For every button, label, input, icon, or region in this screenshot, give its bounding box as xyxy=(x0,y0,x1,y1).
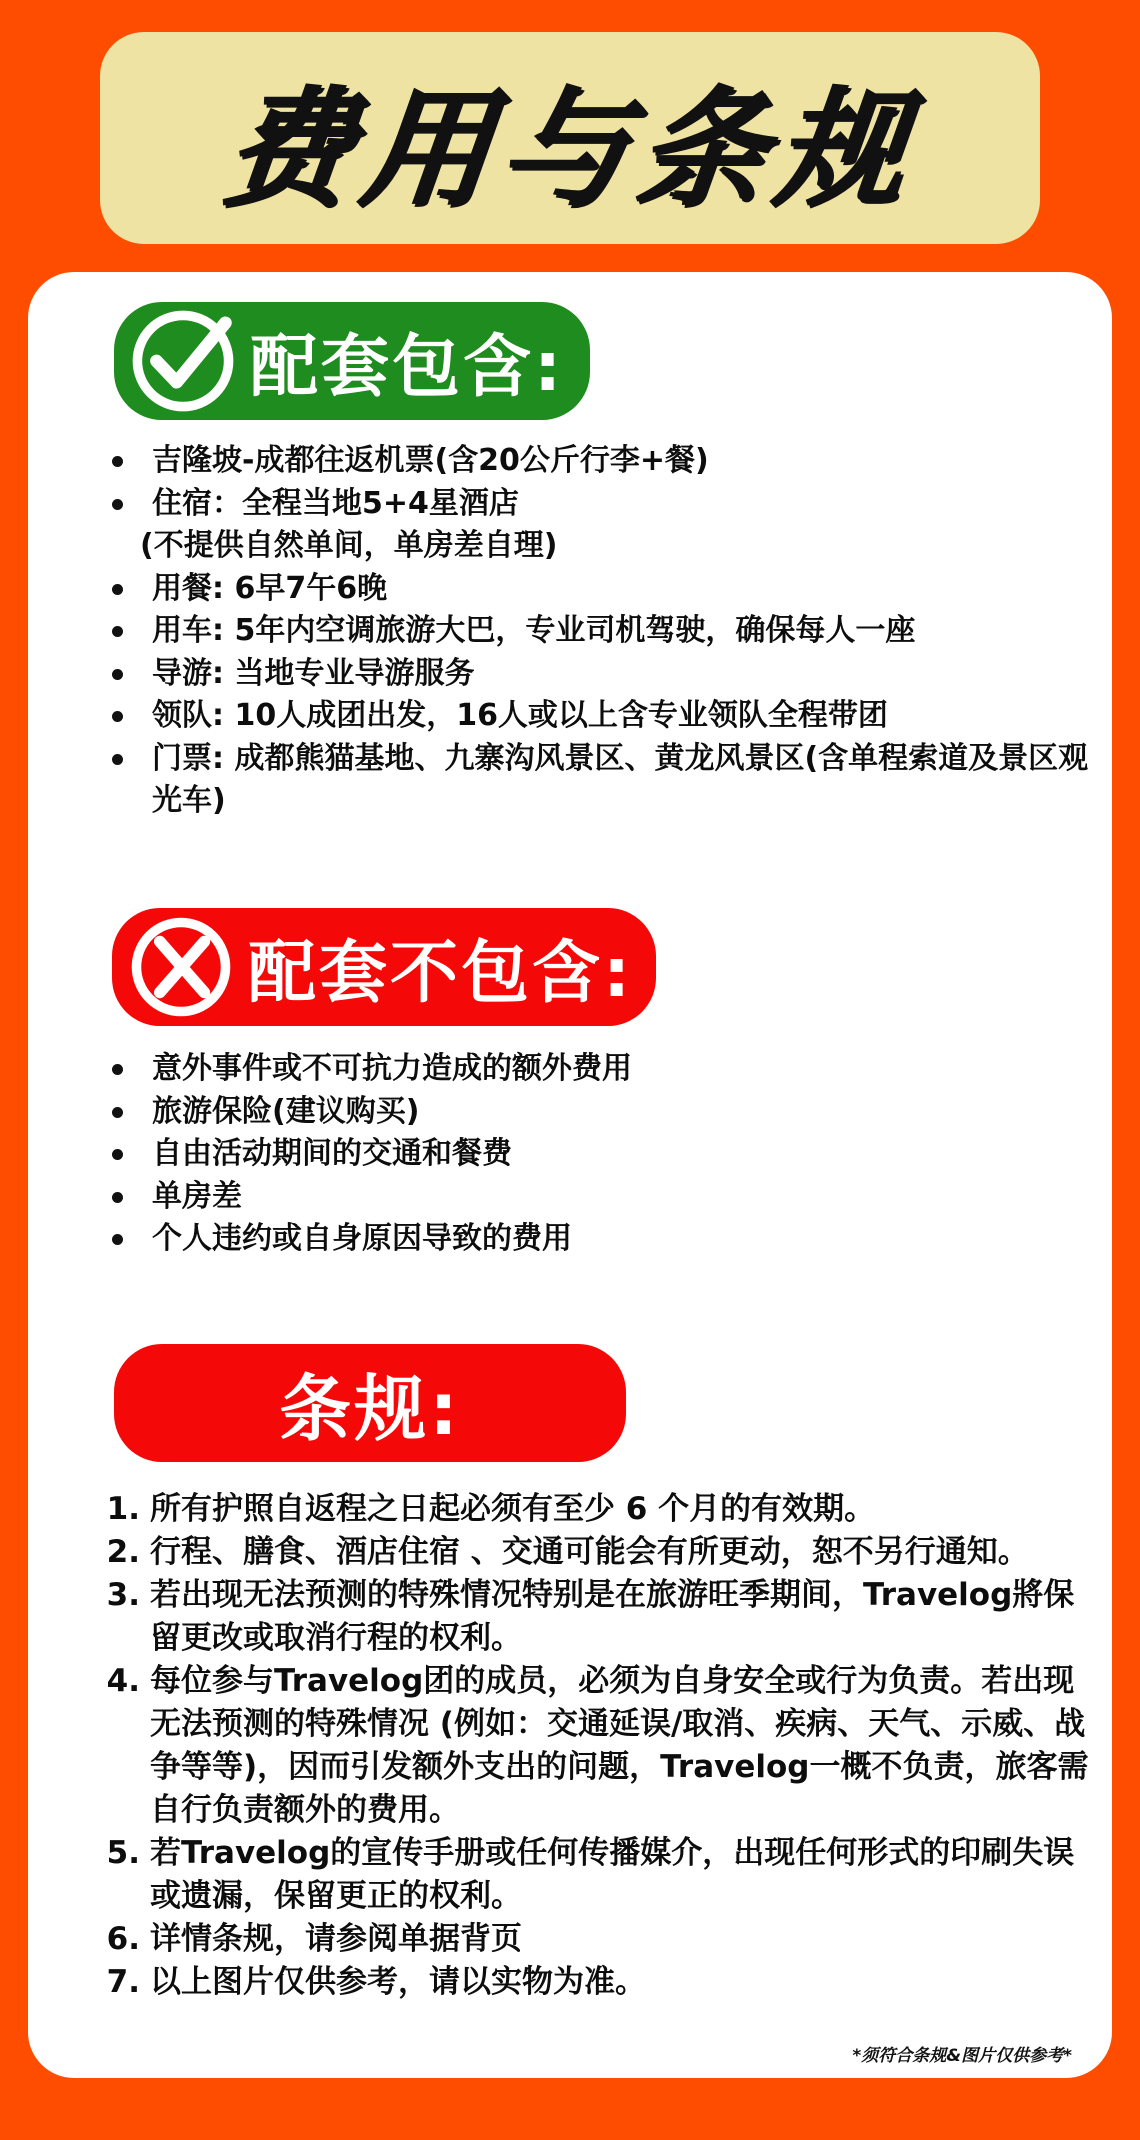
terms-number: 3. xyxy=(106,1577,140,1613)
list-item: 领队: 10人成团出发，16人或以上含专业领队全程带团 xyxy=(104,695,1094,738)
list-item: 自由活动期间的交通和餐费 xyxy=(104,1133,1004,1176)
terms-number: 4. xyxy=(106,1663,140,1699)
list-item: 旅游保险(建议购买) xyxy=(104,1091,1004,1134)
list-item: 导游: 当地专业导游服务 xyxy=(104,653,1094,696)
terms-item xyxy=(104,1918,1094,1961)
terms-list xyxy=(104,1488,1094,2004)
list-item: 单房差 xyxy=(104,1176,1004,1219)
excluded-list xyxy=(104,1048,1004,1261)
terms-number: 2. xyxy=(106,1534,140,1570)
terms-item xyxy=(104,1660,1094,1832)
title-banner xyxy=(100,32,1040,244)
terms-number: 6. xyxy=(106,1921,140,1957)
terms-heading-badge xyxy=(114,1344,626,1462)
list-item: 吉隆坡-成都往返机票(含20公斤行李+餐) xyxy=(104,440,1094,483)
terms-text: 行程、膳食、酒店住宿 、交通可能会有所更动，恕不另行通知。 xyxy=(150,1534,1029,1570)
terms-text: 若出现无法预测的特殊情况特别是在旅游旺季期间，Travelog將保留更改或取消行程的权利。 xyxy=(150,1577,1075,1656)
list-item: 意外事件或不可抗力造成的额外费用 xyxy=(104,1048,1004,1091)
terms-text: 每位参与Travelog团的成员，必须为自身安全或行为负责。若出现无法预测的特殊情况 (例如：交通延误/取消、疾病、天气、示威、战争等等)，因而引发额外支出的问题，Travelog一概不负责，旅客需自行负责额外的费用。 xyxy=(150,1663,1089,1828)
terms-text: 以上图片仅供参考，请以实物为准。 xyxy=(150,1964,646,2000)
terms-number: 1. xyxy=(106,1491,140,1527)
check-circle-icon xyxy=(130,308,236,414)
included-list xyxy=(104,440,1094,823)
included-heading: 配套包含: xyxy=(250,327,565,407)
excluded-heading-badge xyxy=(112,908,656,1026)
terms-number: 7. xyxy=(106,1964,140,2000)
terms-heading: 条规: xyxy=(279,1367,461,1451)
list-item: 个人违约或自身原因导致的费用 xyxy=(104,1218,1004,1261)
page-title: 费用与条规 xyxy=(215,75,922,224)
terms-number: 5. xyxy=(106,1835,140,1871)
excluded-heading: 配套不包含: xyxy=(248,933,634,1013)
list-item: 用车: 5年内空调旅游大巴，专业司机驾驶，确保每人一座 xyxy=(104,610,1094,653)
disclaimer-footnote: *须符合条规&图片仅供参考* xyxy=(852,2046,1072,2066)
included-heading-badge xyxy=(114,302,590,420)
terms-item xyxy=(104,1832,1094,1918)
terms-item xyxy=(104,1574,1094,1660)
terms-text: 若Travelog的宣传手册或任何传播媒介，出现任何形式的印刷失误或遗漏，保留更正的权利。 xyxy=(150,1835,1075,1914)
list-item: 门票: 成都熊猫基地、九寨沟风景区、黄龙风景区(含单程索道及景区观光车) xyxy=(104,738,1094,823)
terms-item xyxy=(104,1488,1094,1531)
terms-text: 所有护照自返程之日起必须有至少 6 个月的有效期。 xyxy=(150,1491,876,1527)
terms-item xyxy=(104,1531,1094,1574)
list-item: 用餐: 6早7午6晚 xyxy=(104,568,1094,611)
x-circle-icon xyxy=(128,914,234,1020)
content-panel xyxy=(28,272,1112,2078)
terms-text: 详情条规，请参阅单据背页 xyxy=(150,1921,522,1957)
terms-item xyxy=(104,1961,1094,2004)
list-item-subnote: (不提供自然单间，单房差自理) xyxy=(140,528,558,563)
list-item: 住宿：全程当地5+4星酒店 (不提供自然单间，单房差自理) xyxy=(104,483,1094,568)
